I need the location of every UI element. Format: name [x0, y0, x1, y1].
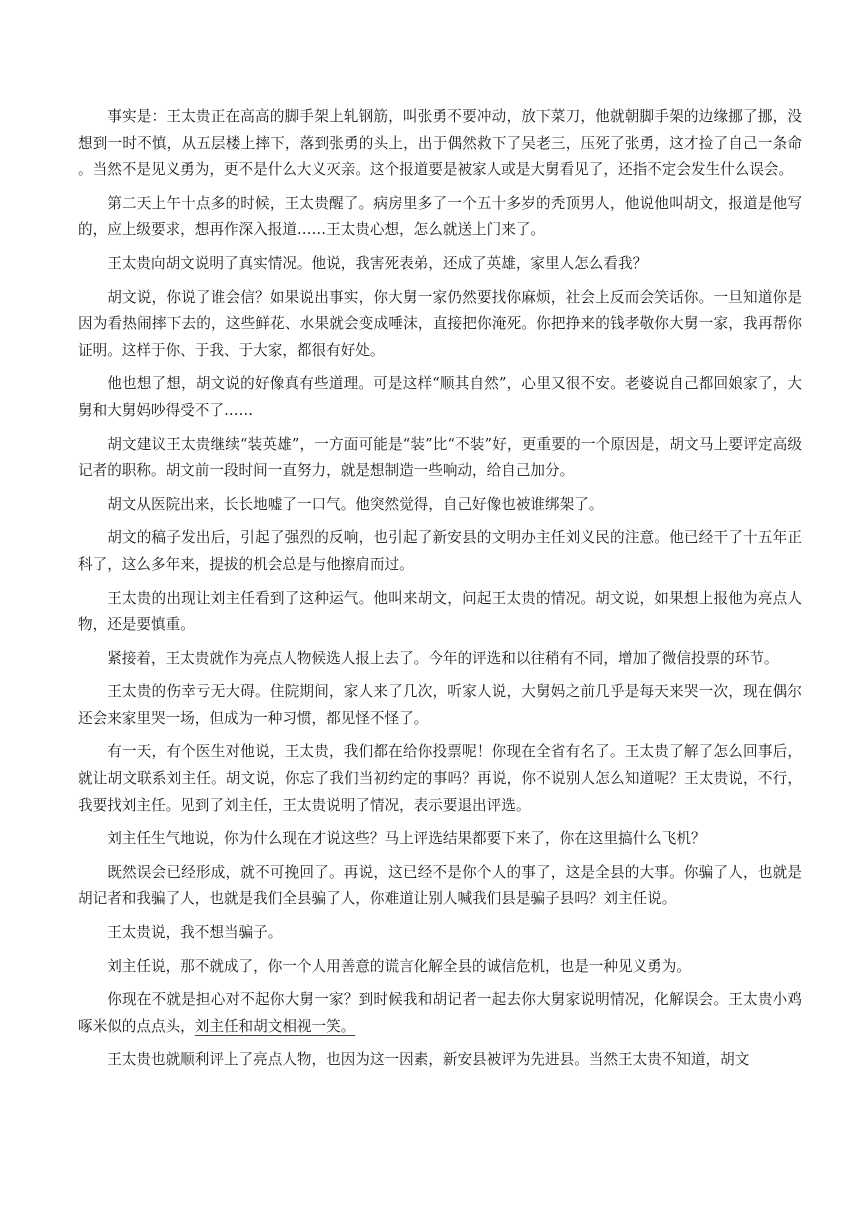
paragraph-7: 胡文从医院出来，长长地嘘了一口气。他突然觉得，自己好像也被谁绑架了。	[107, 495, 604, 513]
underlined-sentence: 刘主任和胡文相视一笑。	[194, 1017, 356, 1035]
paragraph-15: 王太贵说，我不想当骗子。	[107, 924, 283, 942]
paragraph-4: 胡文说，你说了谁会信？如果说出事实，你大舅一家仍然要找你麻烦，社会上反而会笑话你。一旦知道你是因为看热闹摔下去的，这些鲜花、水果就会变成唾沫，直接把你淹死。你把挣来的钱孝敬你大舅一家，我再帮你证明。这样于你、于我、于大家，都很有好处。	[78, 288, 802, 359]
paragraph-3: 王太贵向胡文说明了真实情况。他说，我害死表弟，还成了英雄，家里人怎么看我？	[107, 254, 648, 272]
paragraph-17	[78, 987, 802, 1040]
paragraph-10: 紧接着，王太贵就作为亮点人物候选人报上去了。今年的评选和以往稍有不同，增加了微信投票的环节。	[107, 649, 779, 667]
paragraph-11: 王太贵的伤幸亏无大碍。住院期间，家人来了几次，听家人说，大舅妈之前几乎是每天来哭一次，现在偶尔还会来家里哭一场，但成为一种习惯，都见怪不怪了。	[78, 683, 802, 727]
paragraph-1: 事实是：王太贵正在高高的脚手架上轧钢筋，叫张勇不要冲动，放下菜刀，他就朝脚手架的边缘挪了挪，没想到一时不慎，从五层楼上摔下，落到张勇的头上，出于偶然救下了吴老三，压死了张勇，这才捡了自己一条命。当然不是见义勇为，更不是什么大义灭亲。这个报道要是被家人或是大舅看见了，还指不定会发生什么误会。	[78, 108, 802, 179]
paragraph-12: 有一天，有个医生对他说，王太贵，我们都在给你投票呢！你现在全省有名了。王太贵了解了怎么回事后，就让胡文联系刘主任。胡文说，你忘了我们当初约定的事吗？再说，你不说别人怎么知道呢？王太贵说，不行，我要找刘主任。见到了刘主任，王太贵说明了情况，表示要退出评选。	[78, 743, 802, 814]
paragraph-2: 第二天上午十点多的时候，王太贵醒了。病房里多了一个五十多岁的秃顶男人，他说他叫胡文，报道是他写的，应上级要求，想再作深入报道……王太贵心想，怎么就送上门来了。	[78, 194, 802, 239]
paragraph-6: 胡文建议王太贵继续“装英雄”，一方面可能是“装”比“不装”好，更重要的一个原因是，胡文马上要评定高级记者的职称。胡文前一段时间一直努力，就是想制造一些响动，给自己加分。	[78, 435, 802, 480]
paragraph-13: 刘主任生气地说，你为什么现在才说这些？马上评选结果都要下来了，你在这里搞什么飞机？	[107, 830, 706, 848]
paragraph-18: 王太贵也就顺利评上了亮点人物，也因为这一因素，新安县被评为先进县。当然王太贵不知道，胡文	[107, 1051, 750, 1069]
document-body	[78, 104, 802, 1081]
paragraph-9: 王太贵的出现让刘主任看到了这种运气。他叫来胡文，问起王太贵的情况。胡文说，如果想上报他为亮点人物，还是要慎重。	[78, 589, 802, 634]
paragraph-5: 他也想了想，胡文说的好像真有些道理。可是这样“顺其自然”，心里又很不安。老婆说自己都回娘家了，大舅和大舅妈吵得受不了……	[78, 375, 802, 419]
paragraph-8: 胡文的稿子发出后，引起了强烈的反响，也引起了新安县的文明办主任刘义民的注意。他已经干了十五年正科了，这么多年来，提拔的机会总是与他擦肩而过。	[78, 529, 802, 573]
paragraph-14: 既然误会已经形成，就不可挽回了。再说，这已经不是你个人的事了，这是全县的大事。你骗了人，也就是胡记者和我骗了人，也就是我们全县骗了人，你难道让别人喊我们县是骗子县吗？刘主任说。	[78, 863, 802, 908]
paragraph-16: 刘主任说，那不就成了，你一个人用善意的谎言化解全县的诚信危机，也是一种见义勇为。	[107, 957, 691, 975]
paragraph-17-text: 你现在不就是担心对不起你大舅一家？到时候我和胡记者一起去你大舅家说明情况，化解误会。王太贵小鸡啄米似的点点头，	[78, 991, 802, 1035]
